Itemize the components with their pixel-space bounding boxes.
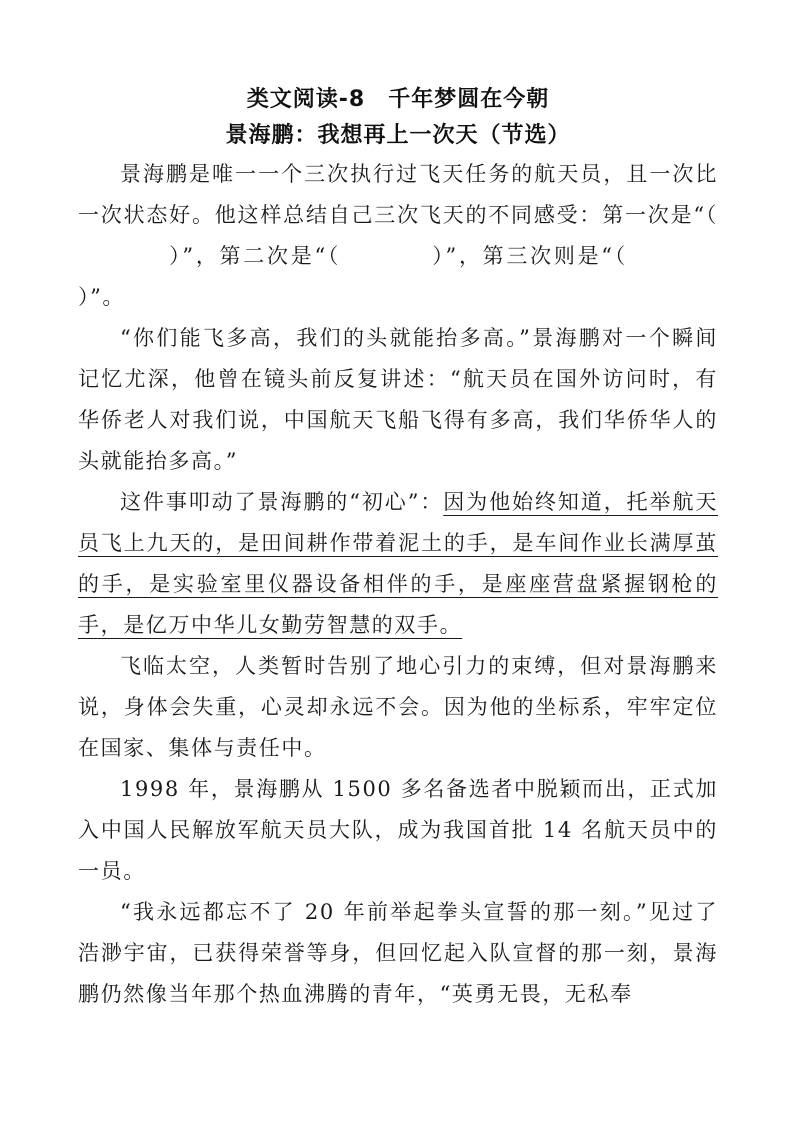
paragraph-1998: 1998 年，景海鹏从 1500 多名备选者中脱颖而出，正式加入中国人民解放军航天员大队，成为我国首批 14 名航天员中的一员。 xyxy=(78,777,718,883)
document-title: 类文阅读-8 千年梦圆在今朝 xyxy=(246,87,550,112)
text-segment: 景海鹏是唯一一个三次执行过飞天任务的航天员，且一次比一次状态好。他这样总结自己三次飞天的不同感受：第一次是“（ xyxy=(78,162,718,227)
paragraph-space: 飞临太空，人类暂时告别了地心引力的束缚，但对景海鹏来说，身体会失重，心灵却永远不会。因为他的坐标系，牢牢定位在国家、集体与责任中。 xyxy=(78,654,718,760)
document-page xyxy=(78,80,718,1015)
underlined-passage: 因为他始终知道，托举航天员飞上九天的，是田间耕作带着泥土的手，是车间作业长满厚茧的手，是实验室里仪器设备相伴的手，是座座营盘紧握钢枪的手，是亿万中华儿女勤劳智慧的双手。 xyxy=(78,490,718,637)
paragraph-original-aspiration xyxy=(78,482,718,646)
text-segment: ）”，第三次则是“（ xyxy=(431,244,628,268)
paragraph-oath: “我永远都忘不了 20 年前举起拳头宣誓的那一刻。”见过了浩渺宇宙，已获得荣誉等身，但回忆起入队宣督的那一刻，景海鹏仍然像当年那个热血沸腾的青年，“英勇无畏，无私奉 xyxy=(78,900,718,1006)
text-segment: ）”，第二次是“（ xyxy=(168,244,342,268)
paragraph-lead: 这件事叩动了景海鹏的“初心”： xyxy=(120,490,444,514)
text-segment: ）”。 xyxy=(78,285,126,309)
paragraph-quote: “你们能飞多高，我们的头就能抬多高。”景海鹏对一个瞬间记忆尤深，他曾在镜头前反复讲述：“航天员在国外访问时，有华侨老人对我们说，中国航天飞船飞得有多高，我们华侨华人的头就能抬多高。” xyxy=(78,326,718,473)
paragraph-intro-fill-in xyxy=(78,154,718,318)
article-subtitle: 景海鹏：我想再上一次天（节选） xyxy=(225,123,571,148)
